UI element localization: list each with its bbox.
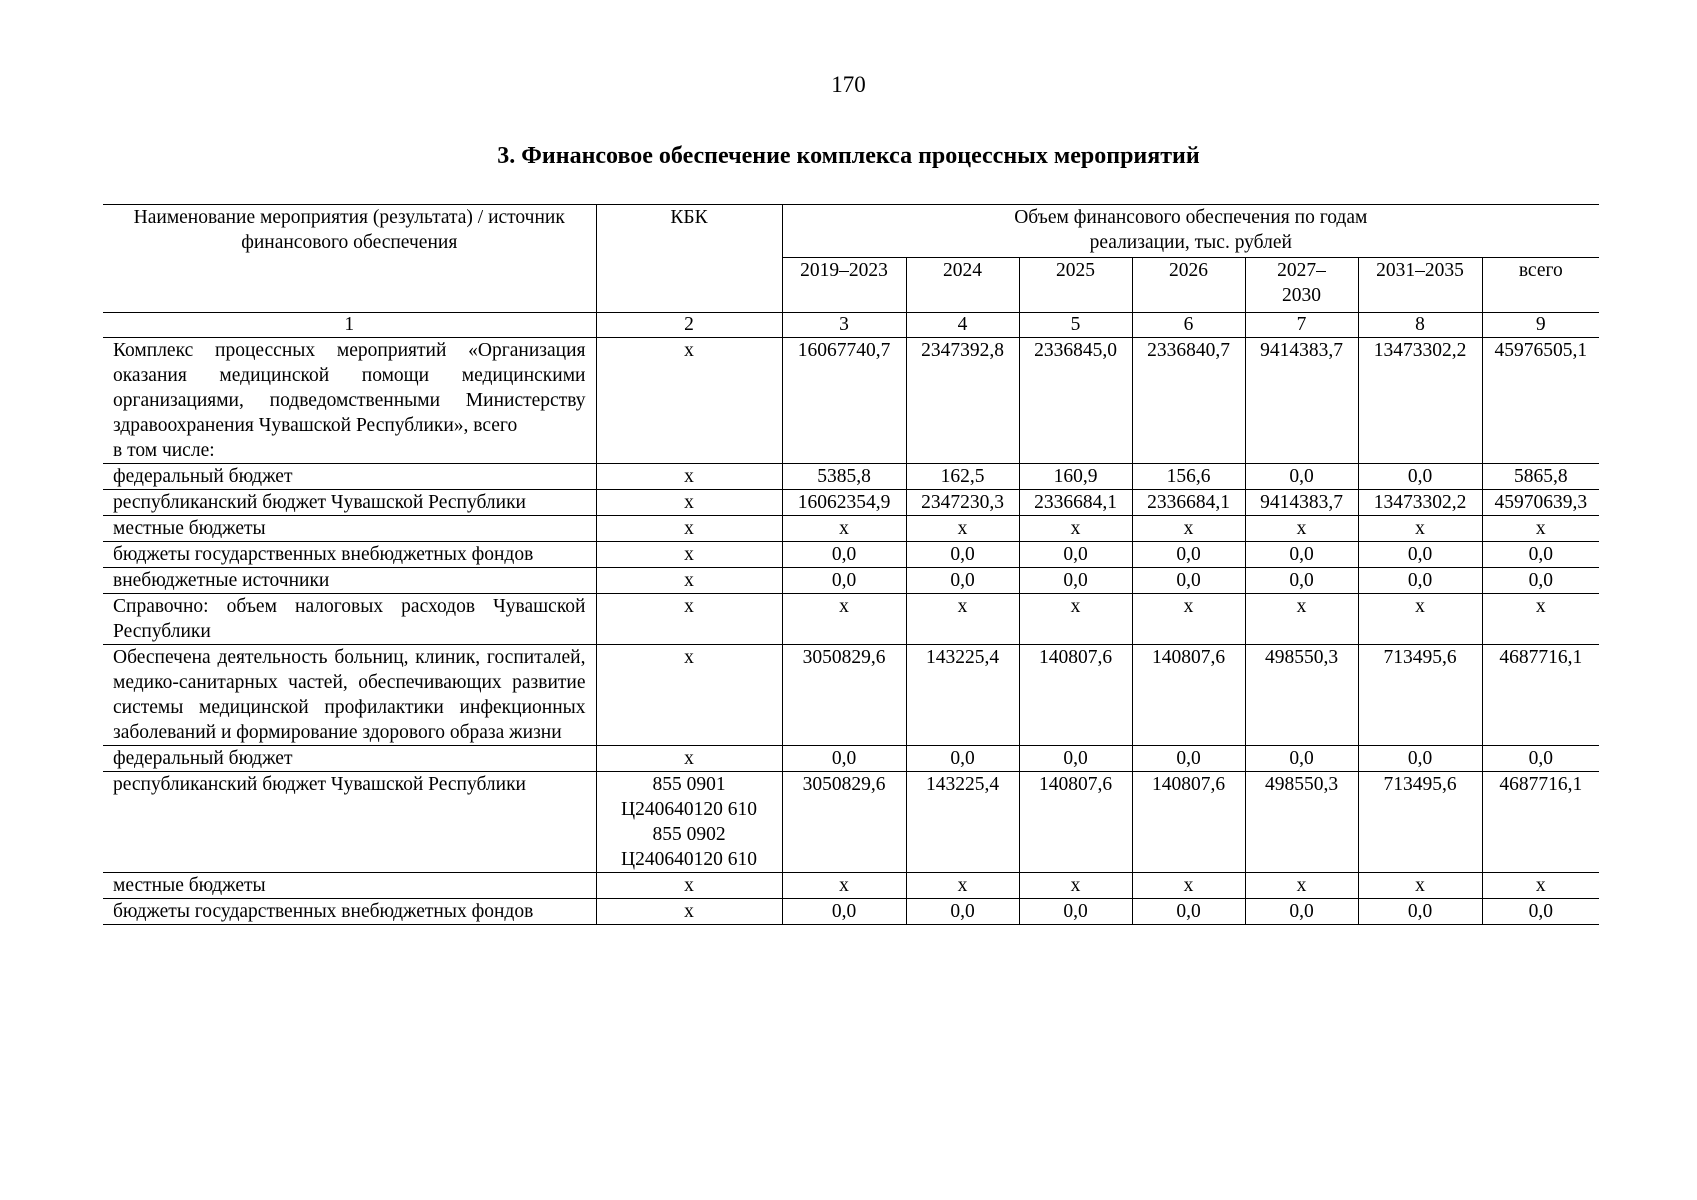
row-value: 0,0 (1132, 899, 1245, 925)
header-year: всего (1482, 258, 1599, 313)
row-kbk: x (596, 542, 782, 568)
table-row (103, 746, 1599, 772)
row-value: 140807,6 (1019, 772, 1132, 873)
row-value: x (1245, 594, 1358, 645)
row-value: x (1019, 516, 1132, 542)
row-kbk: x (596, 746, 782, 772)
row-value: 2347392,8 (906, 338, 1019, 464)
column-index: 1 (103, 313, 596, 338)
column-index: 8 (1358, 313, 1482, 338)
row-value: 0,0 (1358, 568, 1482, 594)
row-value: x (782, 873, 906, 899)
row-value: x (782, 516, 906, 542)
row-subnote: в том числе: (113, 440, 215, 461)
row-value: 0,0 (1358, 899, 1482, 925)
row-kbk: x (596, 338, 782, 464)
row-value: x (906, 516, 1019, 542)
header-year: 2025 (1019, 258, 1132, 313)
row-kbk: x (596, 516, 782, 542)
row-value: 4687716,1 (1482, 645, 1599, 746)
header-year: 2027–2030 (1245, 258, 1358, 313)
column-index: 7 (1245, 313, 1358, 338)
row-value: 0,0 (1482, 746, 1599, 772)
row-value: 0,0 (1482, 899, 1599, 925)
row-value: 162,5 (906, 464, 1019, 490)
row-value: x (906, 873, 1019, 899)
row-value: 2336845,0 (1019, 338, 1132, 464)
row-value: 16062354,9 (782, 490, 906, 516)
row-value: 0,0 (1482, 568, 1599, 594)
row-name (103, 899, 596, 925)
row-value: x (1245, 873, 1358, 899)
column-index: 4 (906, 313, 1019, 338)
row-value: 3050829,6 (782, 772, 906, 873)
column-index: 5 (1019, 313, 1132, 338)
row-name-text: местные бюджеты (113, 875, 266, 896)
column-index: 3 (782, 313, 906, 338)
row-name (103, 542, 596, 568)
row-kbk: x (596, 645, 782, 746)
page-title: 3. Финансовое обеспечение комплекса процессных мероприятий (497, 143, 1200, 169)
row-value: x (1358, 516, 1482, 542)
row-kbk: x (596, 568, 782, 594)
row-value: 0,0 (782, 899, 906, 925)
row-value: x (1482, 594, 1599, 645)
row-name (103, 772, 596, 873)
row-value: 0,0 (1358, 542, 1482, 568)
row-value: 498550,3 (1245, 645, 1358, 746)
row-value: x (1019, 594, 1132, 645)
row-value: 16067740,7 (782, 338, 906, 464)
row-value: 0,0 (1245, 746, 1358, 772)
row-kbk: 855 0901 Ц240640120 610 855 0902 Ц240640120 610 (596, 772, 782, 873)
row-value: 9414383,7 (1245, 490, 1358, 516)
table-row (103, 568, 1599, 594)
row-value: 0,0 (906, 568, 1019, 594)
header-name: Наименование мероприятия (результата) / источник финансового обеспечения (103, 205, 596, 313)
row-name (103, 464, 596, 490)
row-value: 3050829,6 (782, 645, 906, 746)
row-kbk: x (596, 490, 782, 516)
header-year: 2024 (906, 258, 1019, 313)
row-value: 0,0 (782, 542, 906, 568)
row-name (103, 338, 596, 464)
row-value: x (1482, 873, 1599, 899)
row-value: 140807,6 (1019, 645, 1132, 746)
row-name-text: бюджеты государственных внебюджетных фондов (113, 544, 534, 565)
row-value: x (1019, 873, 1132, 899)
column-index: 9 (1482, 313, 1599, 338)
table-row (103, 899, 1599, 925)
row-value: x (1358, 594, 1482, 645)
row-value: 0,0 (1358, 464, 1482, 490)
row-kbk: x (596, 873, 782, 899)
row-value: 0,0 (1245, 464, 1358, 490)
row-value: 13473302,2 (1358, 338, 1482, 464)
table-row (103, 490, 1599, 516)
column-index: 6 (1132, 313, 1245, 338)
row-value: 13473302,2 (1358, 490, 1482, 516)
row-value: 160,9 (1019, 464, 1132, 490)
row-value: 143225,4 (906, 645, 1019, 746)
row-value: 498550,3 (1245, 772, 1358, 873)
row-value: x (906, 594, 1019, 645)
row-value: 0,0 (1245, 568, 1358, 594)
financing-table (103, 204, 1599, 925)
row-name (103, 516, 596, 542)
row-name (103, 873, 596, 899)
row-value: 0,0 (906, 746, 1019, 772)
row-name-text: Обеспечена деятельность больниц, клиник, госпиталей, медико-санитарных частей, обеспечивающих развитие системы медицинской профилактики инфекционных заболеваний и формирование здорового образа жизни (113, 647, 586, 743)
row-kbk: x (596, 594, 782, 645)
row-value: 140807,6 (1132, 645, 1245, 746)
row-value: x (782, 594, 906, 645)
row-value: 156,6 (1132, 464, 1245, 490)
row-value: 5865,8 (1482, 464, 1599, 490)
row-value: 713495,6 (1358, 645, 1482, 746)
row-value: x (1132, 516, 1245, 542)
row-value: 0,0 (1019, 746, 1132, 772)
row-name-text: федеральный бюджет (113, 466, 293, 487)
column-index: 2 (596, 313, 782, 338)
row-kbk: x (596, 899, 782, 925)
page-number: 170 (831, 72, 866, 97)
row-value: 45976505,1 (1482, 338, 1599, 464)
row-name-text: республиканский бюджет Чувашской Республики (113, 774, 526, 795)
row-name (103, 568, 596, 594)
row-name (103, 746, 596, 772)
row-value: 4687716,1 (1482, 772, 1599, 873)
row-value: x (1132, 594, 1245, 645)
row-value: 0,0 (1132, 746, 1245, 772)
row-value: 0,0 (1019, 568, 1132, 594)
row-name (103, 594, 596, 645)
row-name-text: республиканский бюджет Чувашской Республики (113, 492, 526, 513)
row-value: x (1358, 873, 1482, 899)
row-value: 0,0 (1132, 542, 1245, 568)
row-name (103, 490, 596, 516)
header-volume: Объем финансового обеспечения по годам реализации, тыс. рублей (782, 205, 1599, 258)
table-row (103, 338, 1599, 464)
row-value: 0,0 (1358, 746, 1482, 772)
row-name (103, 645, 596, 746)
row-value: 0,0 (1245, 542, 1358, 568)
row-value: 0,0 (906, 899, 1019, 925)
row-name-text: внебюджетные источники (113, 570, 330, 591)
row-value: 143225,4 (906, 772, 1019, 873)
row-value: 2347230,3 (906, 490, 1019, 516)
header-year: 2019–2023 (782, 258, 906, 313)
table-row (103, 516, 1599, 542)
table-row (103, 772, 1599, 873)
row-name-text: Справочно: объем налоговых расходов Чувашской Республики (113, 596, 586, 642)
table-row (103, 873, 1599, 899)
row-value: 140807,6 (1132, 772, 1245, 873)
row-value: 0,0 (906, 542, 1019, 568)
header-row (103, 205, 1599, 258)
header-kbk: КБК (596, 205, 782, 313)
table-row (103, 464, 1599, 490)
row-value: 2336840,7 (1132, 338, 1245, 464)
table-row (103, 594, 1599, 645)
row-value: 0,0 (782, 746, 906, 772)
row-name-text: федеральный бюджет (113, 748, 293, 769)
table-row (103, 645, 1599, 746)
table-row (103, 542, 1599, 568)
row-value: 5385,8 (782, 464, 906, 490)
row-value: 2336684,1 (1019, 490, 1132, 516)
row-value: 45970639,3 (1482, 490, 1599, 516)
row-value: x (1482, 516, 1599, 542)
row-value: x (1132, 873, 1245, 899)
header-year: 2031–2035 (1358, 258, 1482, 313)
row-value: 0,0 (1132, 568, 1245, 594)
row-name-text: Комплекс процессных мероприятий «Организация оказания медицинской помощи медицинскими организациями, подведомственными Министерству здравоохранения Чувашской Республики», всего (113, 340, 586, 436)
row-value: 0,0 (782, 568, 906, 594)
row-value: 2336684,1 (1132, 490, 1245, 516)
row-value: 9414383,7 (1245, 338, 1358, 464)
row-value: 713495,6 (1358, 772, 1482, 873)
row-name-text: местные бюджеты (113, 518, 266, 539)
row-value: 0,0 (1245, 899, 1358, 925)
row-value: 0,0 (1019, 542, 1132, 568)
row-kbk: x (596, 464, 782, 490)
row-value: 0,0 (1482, 542, 1599, 568)
row-name-text: бюджеты государственных внебюджетных фондов (113, 901, 534, 922)
header-year: 2026 (1132, 258, 1245, 313)
column-index-row (103, 313, 1599, 338)
row-value: x (1245, 516, 1358, 542)
row-value: 0,0 (1019, 899, 1132, 925)
